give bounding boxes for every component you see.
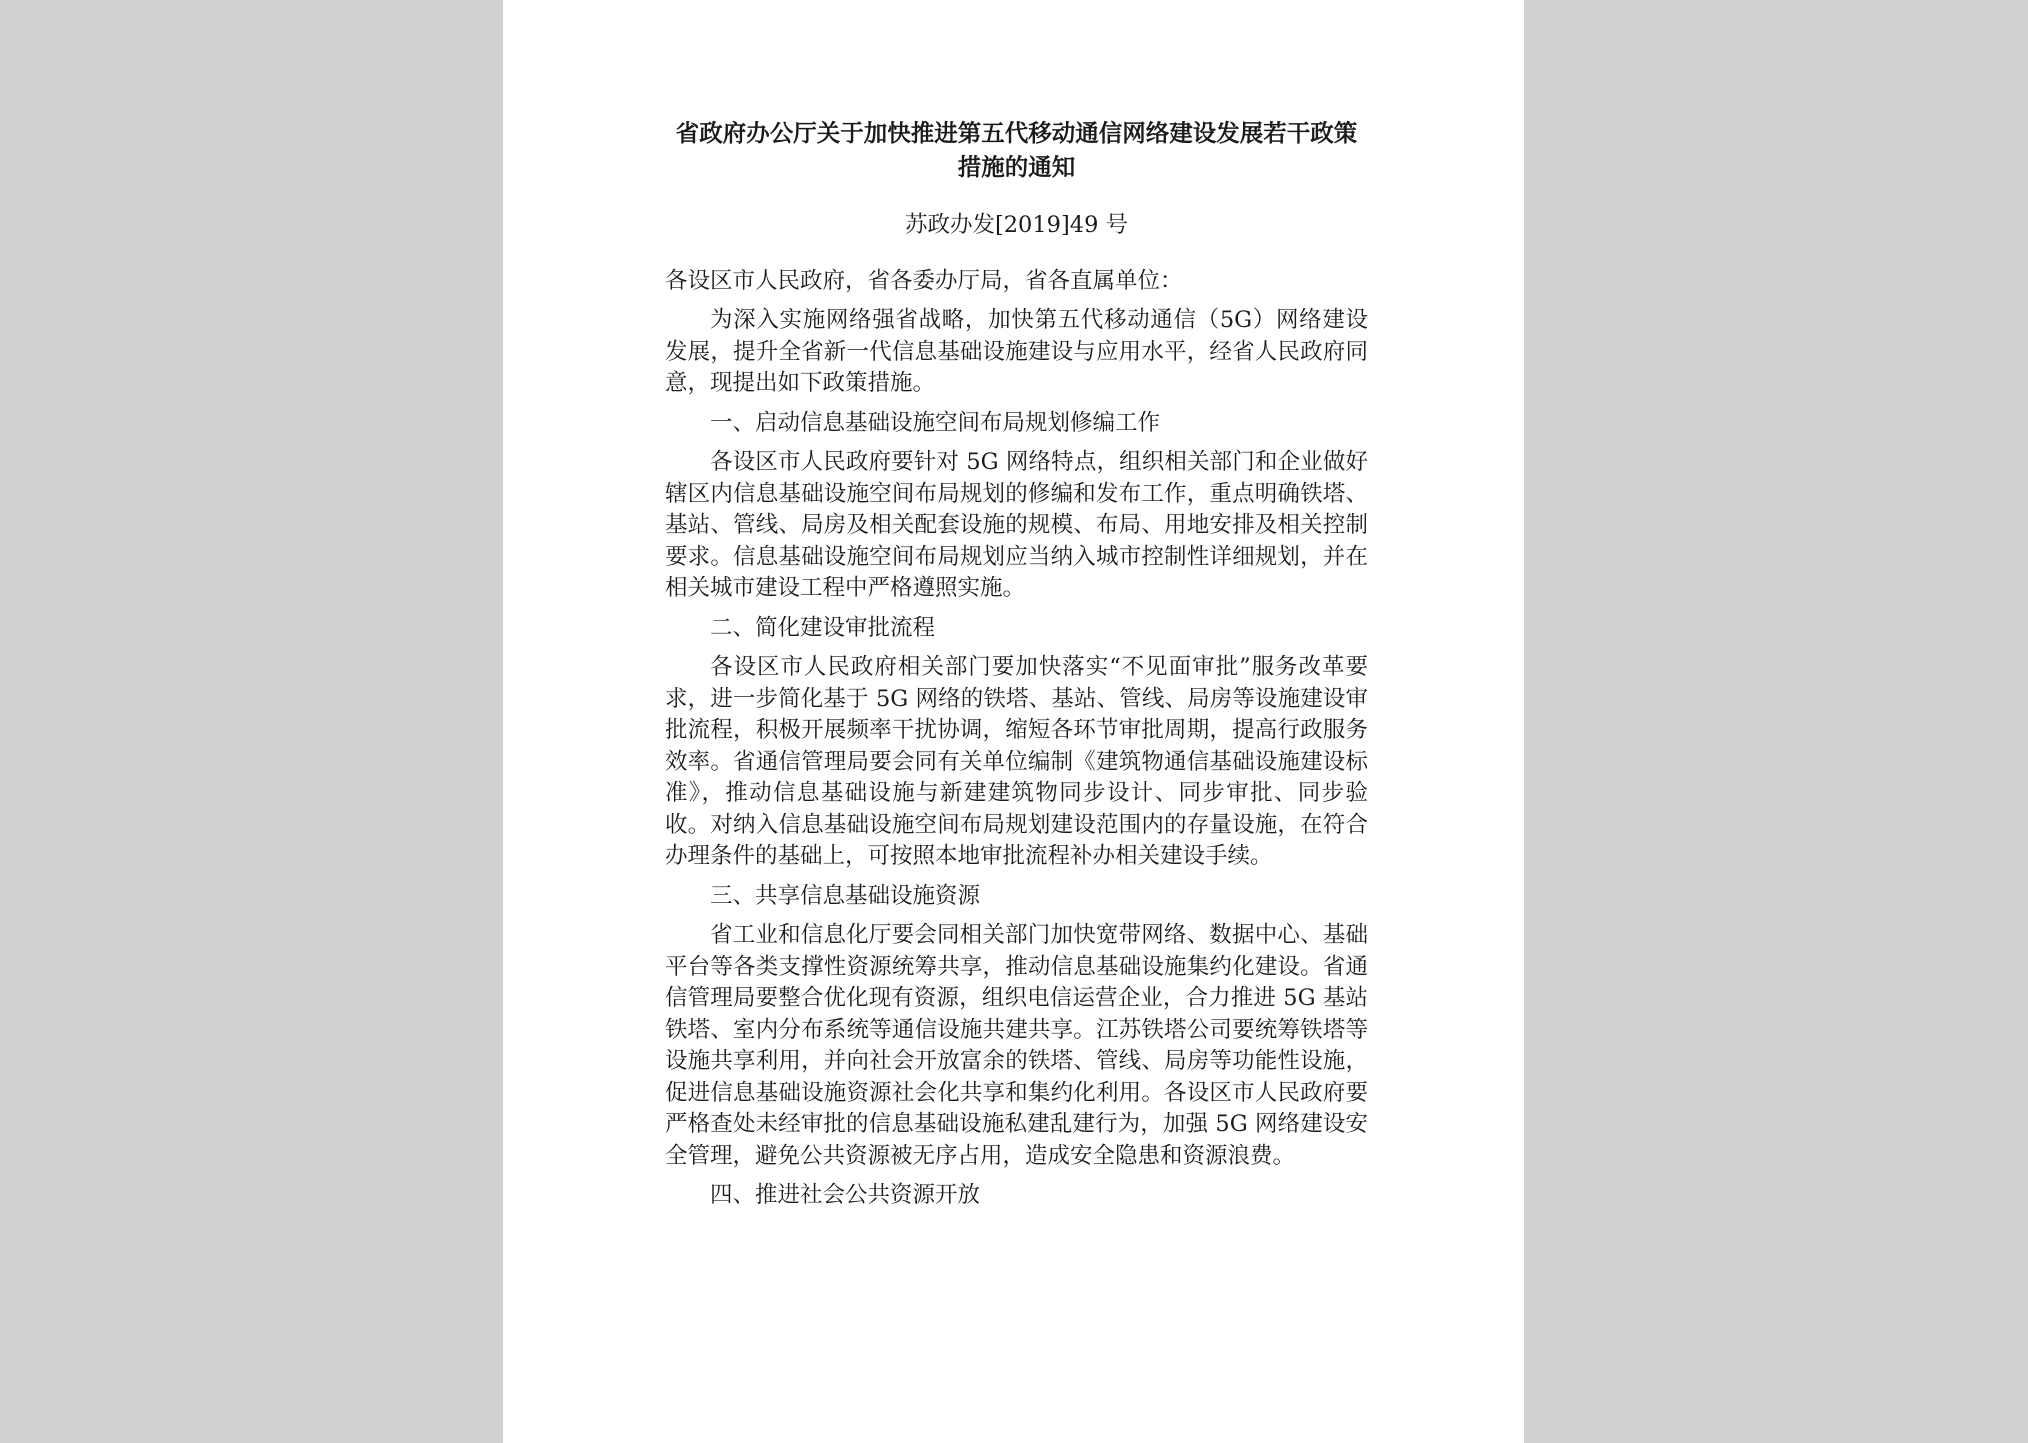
section-4-heading: 四、推进社会公共资源开放 [710, 1182, 981, 1208]
page-content [665, 116, 1368, 1220]
section-1-body: 各设区市人民政府要针对 5G 网络特点，组织相关部门和企业做好辖区内信息基础设施空间布局规划的修编和发布工作，重点明确铁塔、基站、管线、局房及相关配套设施的规模、布局、用地安排及相关控制要求。信息基础设施空间布局规划应当纳入城市控制性详细规划，并在相关城市建设工程中严格遵照实施。 [665, 449, 1368, 601]
section-3-body: 省工业和信息化厅要会同相关部门加快宽带网络、数据中心、基础平台等各类支撑性资源统筹共享，推动信息基础设施集约化建设。省通信管理局要整合优化现有资源，组织电信运营企业，合力推进 5G 基站铁塔、室内分布系统等通信设施共建共享。江苏铁塔公司要统筹铁塔等设施共享利用，并向社会开放富余的铁塔、管线、局房等功能性设施，促进信息基础设施资源社会化共享和集约化利用。各设区市人民政府要严格查处未经审批的信息基础设施私建乱建行为，加强 5G 网络建设安全管理，避免公共资源被无序占用，造成安全隐患和资源浪费。 [665, 922, 1368, 1169]
document-title: 省政府办公厅关于加快推进第五代移动通信网络建设发展若干政策措施的通知 [675, 119, 1358, 181]
section-3-heading: 三、共享信息基础设施资源 [710, 882, 981, 909]
intro-paragraph: 为深入实施网络强省战略，加快第五代移动通信（5G）网络建设发展，提升全省新一代信息基础设施建设与应用水平，经省人民政府同意，现提出如下政策措施。 [665, 307, 1368, 396]
section-2-heading: 二、简化建设审批流程 [710, 614, 936, 641]
document-page [503, 0, 1524, 1443]
section-1-heading: 一、启动信息基础设施空间布局规划修编工作 [710, 409, 1161, 436]
section-2-body: 各设区市人民政府相关部门要加快落实“不见面审批”服务改革要求，进一步简化基于 5G 网络的铁塔、基站、管线、局房等设施建设审批流程，积极开展频率干扰协调，缩短各环节审批周期，提高行政服务效率。省通信管理局要会同有关单位编制《建筑物通信基础设施建设标准》，推动信息基础设施与新建建筑物同步设计、同步审批、同步验收。对纳入信息基础设施空间布局规划建设范围内的存量设施，在符合办理条件的基础上，可按照本地审批流程补办相关建设手续。 [665, 654, 1368, 869]
salutation: 各设区市人民政府，省各委办厅局，省各直属单位： [665, 267, 1183, 294]
document-number: 苏政办发[2019]49 号 [904, 212, 1129, 238]
